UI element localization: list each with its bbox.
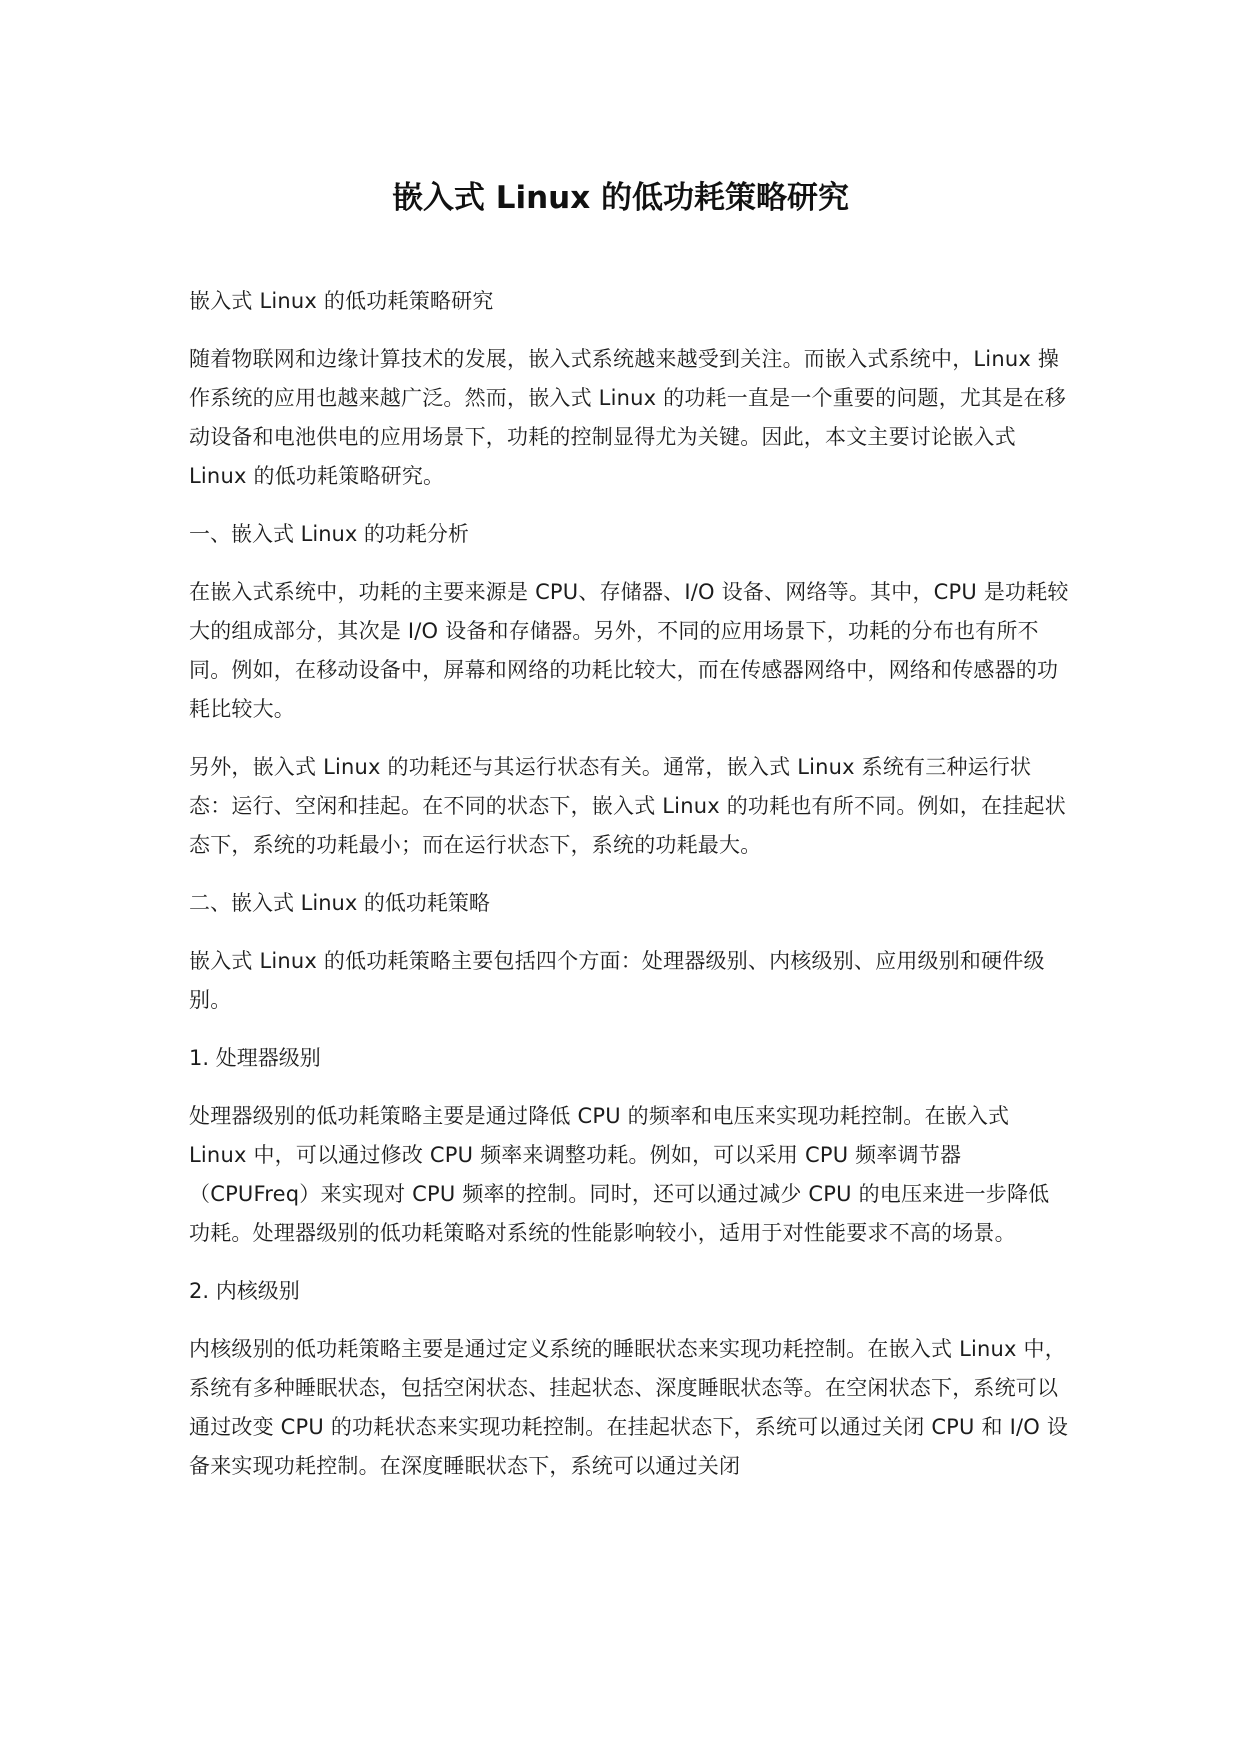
kernel-level-paragraph: 内核级别的低功耗策略主要是通过定义系统的睡眠状态来实现功耗控制。在嵌入式 Linux 中，系统有多种睡眠状态，包括空闲状态、挂起状态、深度睡眠状态等。在空闲状态下，系统可以通过改变 CPU 的功耗状态来实现功耗控制。在挂起状态下，系统可以通过关闭 CPU 和 I/O 设备来实现功耗控制。在深度睡眠状态下，系统可以通过关闭 [189,1337,1069,1478]
strategy-overview-paragraph: 嵌入式 Linux 的低功耗策略主要包括四个方面：处理器级别、内核级别、应用级别和硬件级别。 [189,949,1045,1012]
run-states-paragraph: 另外，嵌入式 Linux 的功耗还与其运行状态有关。通常，嵌入式 Linux 系统有三种运行状态：运行、空闲和挂起。在不同的状态下，嵌入式 Linux 的功耗也有所不同。例如，在挂起状态下，系统的功耗最小；而在运行状态下，系统的功耗最大。 [189,755,1066,857]
section-heading-power-analysis: 一、嵌入式 Linux 的功耗分析 [189,522,469,546]
power-sources-paragraph: 在嵌入式系统中，功耗的主要来源是 CPU、存储器、I/O 设备、网络等。其中，CPU 是功耗较大的组成部分，其次是 I/O 设备和存储器。另外，不同的应用场景下，功耗的分布也有所不同。例如，在移动设备中，屏幕和网络的功耗比较大，而在传感器网络中，网络和传感器的功耗比较大。 [189,580,1069,721]
document-title: 嵌入式 Linux 的低功耗策略研究 [391,180,850,216]
document-body [189,282,1069,1505]
processor-level-paragraph: 处理器级别的低功耗策略主要是通过降低 CPU 的频率和电压来实现功耗控制。在嵌入式 Linux 中，可以通过修改 CPU 频率来调整功耗。例如，可以采用 CPU 频率调节器（CPUFreq）来实现对 CPU 频率的控制。同时，还可以通过减少 CPU 的电压来进一步降低功耗。处理器级别的低功耗策略对系统的性能影响较小，适用于对性能要求不高的场景。 [189,1104,1050,1245]
section-heading-low-power-strategy: 二、嵌入式 Linux 的低功耗策略 [189,891,490,915]
subsection-heading-processor-level: 1. 处理器级别 [189,1046,321,1070]
subtitle-paragraph: 嵌入式 Linux 的低功耗策略研究 [189,289,494,313]
intro-paragraph: 随着物联网和边缘计算技术的发展，嵌入式系统越来越受到关注。而嵌入式系统中，Linux 操作系统的应用也越来越广泛。然而，嵌入式 Linux 的功耗一直是一个重要的问题，尤其是在移动设备和电池供电的应用场景下，功耗的控制显得尤为关键。因此，本文主要讨论嵌入式 Linux 的低功耗策略研究。 [189,347,1066,488]
subsection-heading-kernel-level: 2. 内核级别 [189,1279,300,1303]
